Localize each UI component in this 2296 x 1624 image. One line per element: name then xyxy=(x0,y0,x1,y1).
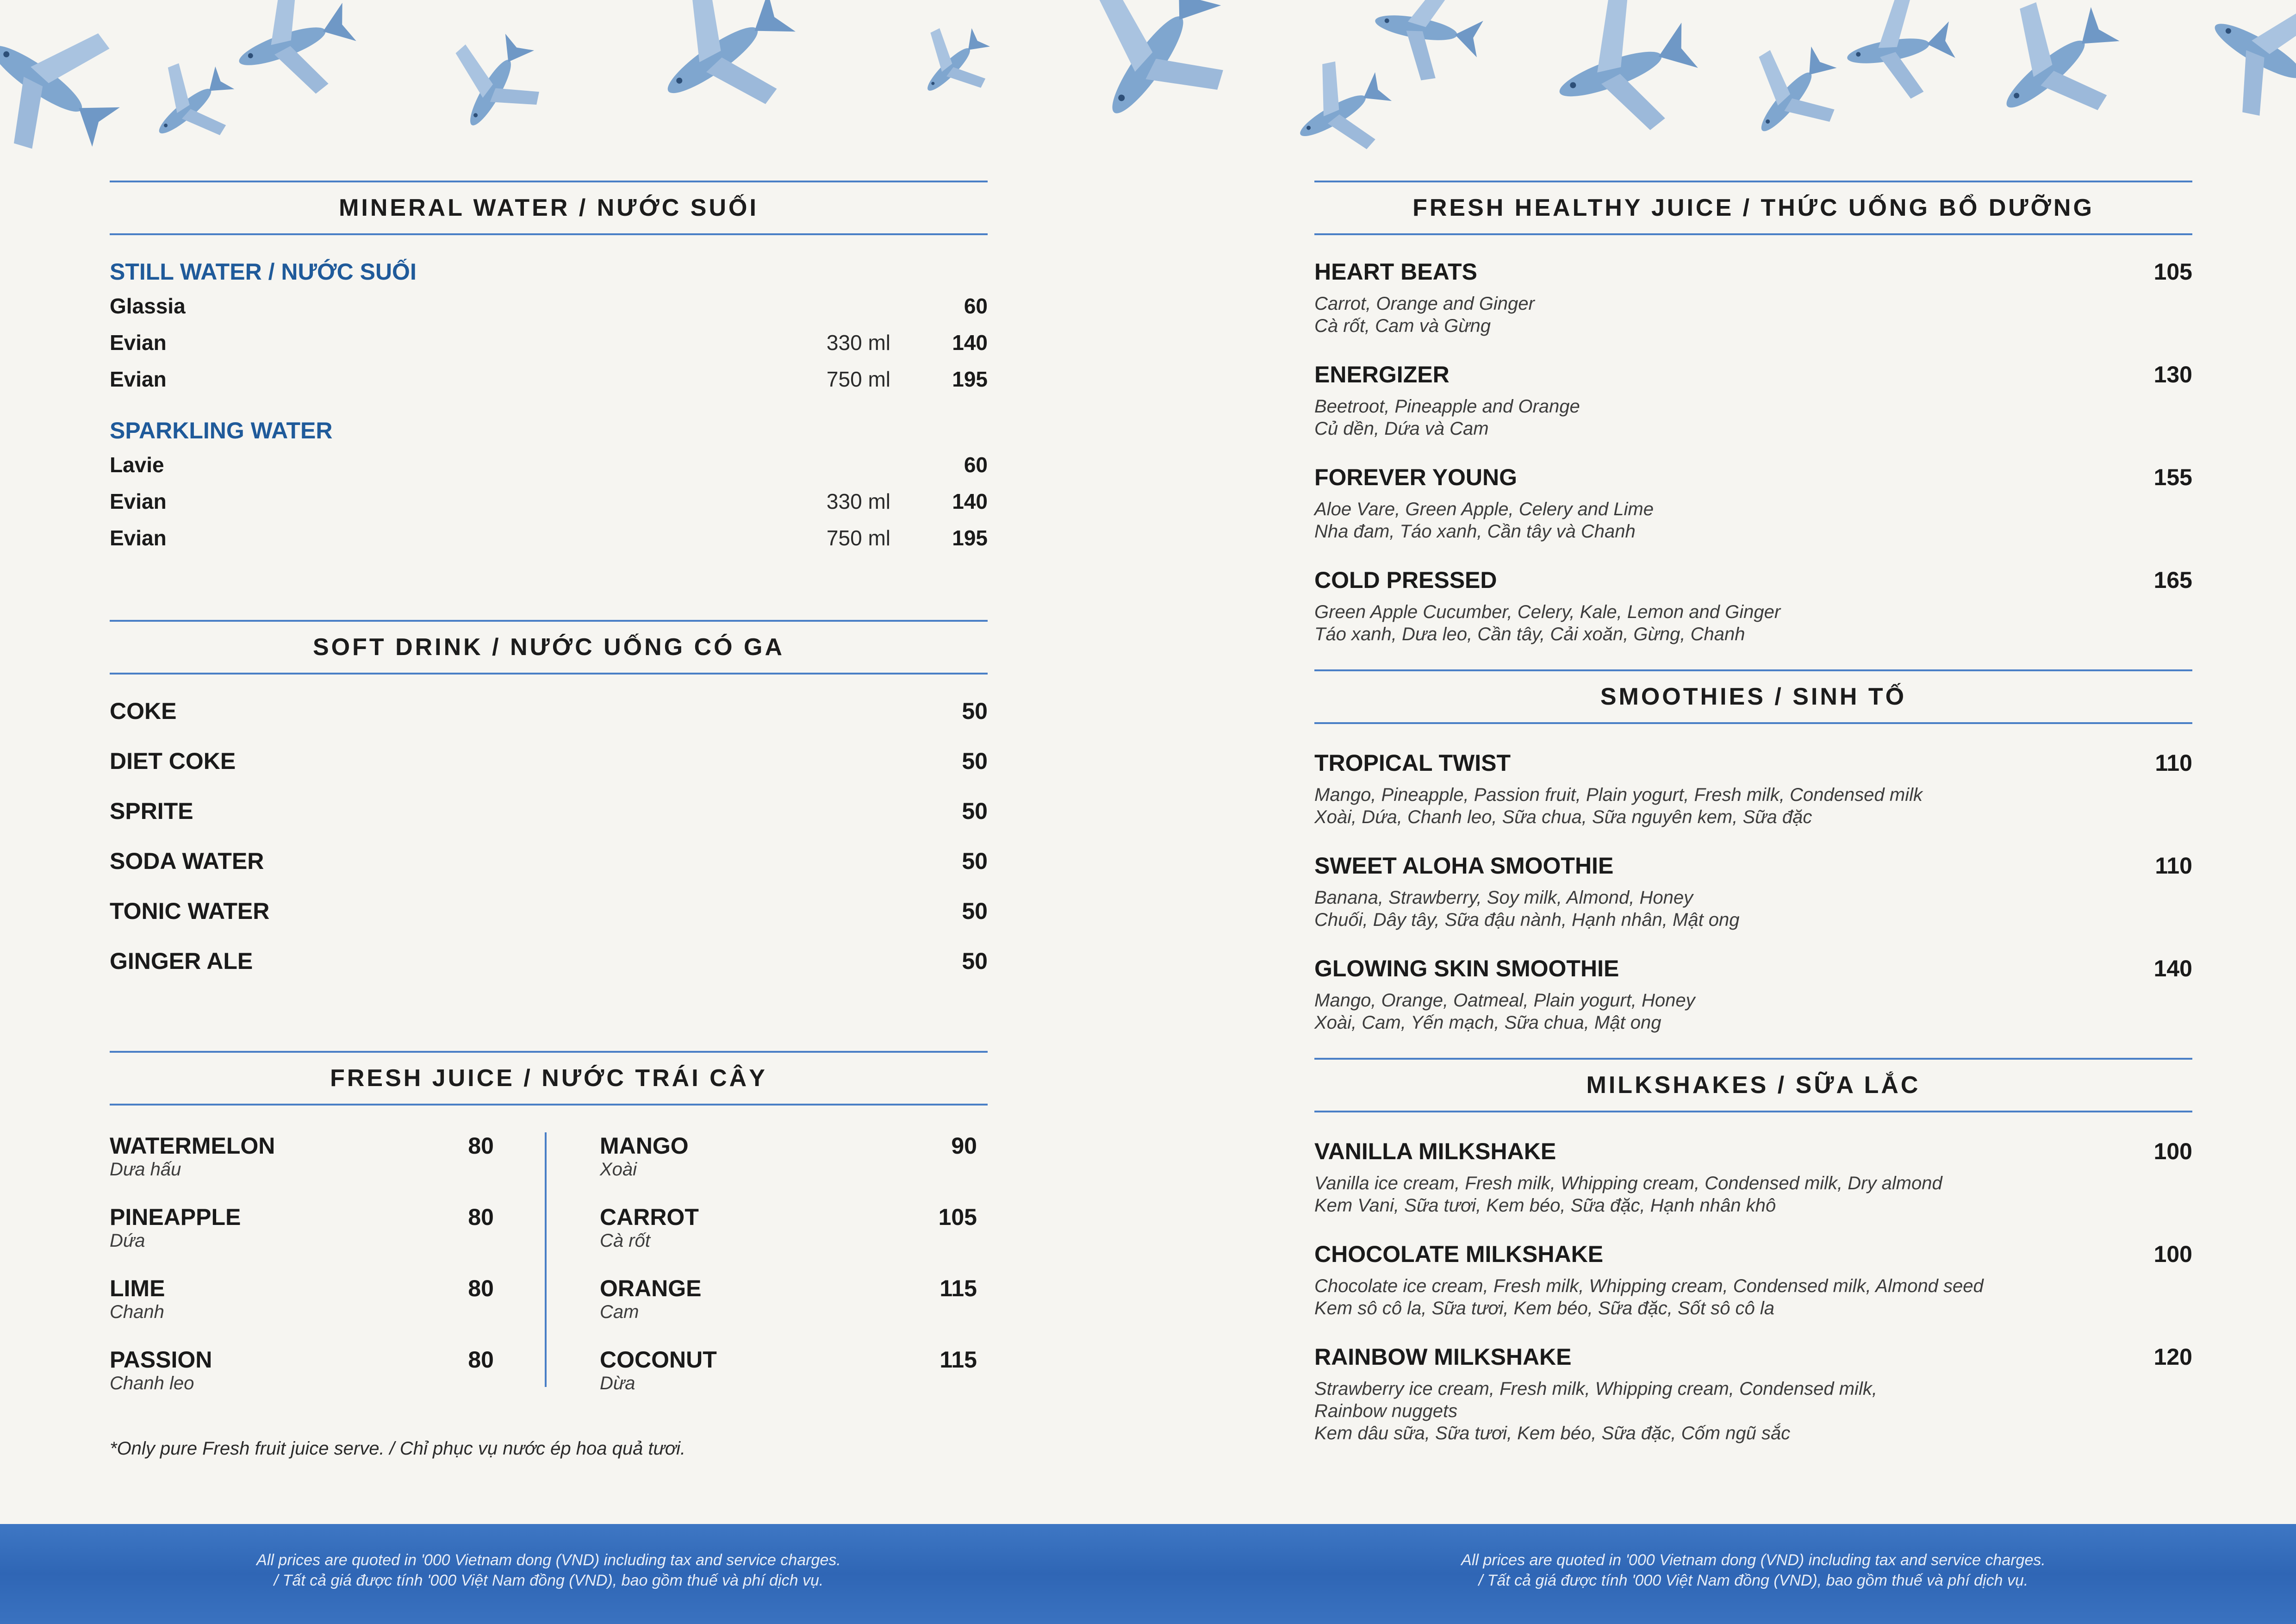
fish-icon xyxy=(2184,0,2296,143)
footer-band xyxy=(0,1524,2296,1624)
section-title-mineral: MINERAL WATER / NƯỚC SUỐI xyxy=(110,181,988,235)
juice-column-2 xyxy=(600,1132,977,1418)
list-item: HEART BEATS 105 Carrot, Orange and Ginger Cà rốt, Cam và Gừng xyxy=(1314,259,2192,336)
list-item: Evian 330 ml 140 xyxy=(110,331,988,355)
list-item: GINGER ALE 50 xyxy=(110,948,988,974)
healthy-juice-list xyxy=(1314,258,2192,645)
fish-icon xyxy=(1535,0,1712,155)
flying-fish-illustration xyxy=(0,0,2296,176)
fish-icon xyxy=(429,17,560,148)
smoothies-list xyxy=(1314,750,2192,1034)
list-item: COLD PRESSED 165 Green Apple Cucumber, Celery, Kale, Lemon and Ginger Táo xanh, Dưa leo, Cần tây, Cải xoăn, Gừng, Chanh xyxy=(1314,567,2192,644)
list-item: Evian 750 ml 195 xyxy=(110,526,988,550)
footer-note-left: All prices are quoted in '000 Vietnam dong (VND) including tax and service charges. / Tất cả giá được tính '000 Việt Nam đồng (VND), bao gồm thuế và phí dịch vụ. xyxy=(256,1551,841,1589)
list-item: MANGO 90 Xoài xyxy=(600,1133,977,1180)
fish-icon xyxy=(218,0,368,115)
list-item: RAINBOW MILKSHAKE 120 Strawberry ice cream, Fresh milk, Whipping cream, Condensed milk, Rainbow nuggets Kem dâu sữa, Sữa tươi, Kem béo, Sữa đặc, Cốm ngũ sắc xyxy=(1314,1344,2192,1443)
list-item: FOREVER YOUNG 155 Aloe Vare, Green Apple, Celery and Lime Nha đam, Táo xanh, Cần tây và Chanh xyxy=(1314,464,2192,542)
fish-icon xyxy=(131,44,251,163)
list-item: TONIC WATER 50 xyxy=(110,898,988,924)
juice-note: *Only pure Fresh fruit juice serve. / Chỉ phục vụ nước ép hoa quả tươi. xyxy=(110,1438,686,1459)
list-item: ENERGIZER 130 Beetroot, Pineapple and Orange Củ dền, Dứa và Cam xyxy=(1314,362,2192,439)
fish-icon xyxy=(1965,0,2145,153)
list-item: COKE 50 xyxy=(110,698,988,724)
list-item: SPRITE 50 xyxy=(110,798,988,824)
list-item: Lavie 60 xyxy=(110,453,988,477)
fish-icon xyxy=(1051,0,1258,154)
fish-icon xyxy=(1276,43,1406,174)
fish-icon xyxy=(901,10,1006,115)
fish-icon xyxy=(1838,0,1961,108)
list-item: ORANGE 115 Cam xyxy=(600,1275,977,1322)
list-item: PINEAPPLE 80 Dứa xyxy=(110,1204,494,1251)
sparkling-water-list xyxy=(110,452,988,562)
list-item: LIME 80 Chanh xyxy=(110,1275,494,1322)
list-item: SWEET ALOHA SMOOTHIE 110 Banana, Strawberry, Soy milk, Almond, Honey Chuối, Dây tây, Sữa đậu nành, Hạnh nhân, Mật ong xyxy=(1314,853,2192,930)
section-title-fresh-juice: FRESH JUICE / NƯỚC TRÁI CÂY xyxy=(110,1051,988,1106)
list-item: VANILLA MILKSHAKE 100 Vanilla ice cream, Fresh milk, Whipping cream, Condensed milk, Dry almond Kem Vani, Sữa tươi, Kem béo, Sữa đặc, Hạnh nhân khô xyxy=(1314,1138,2192,1216)
list-item: Glassia 60 xyxy=(110,294,988,318)
right-page xyxy=(1314,181,2192,1468)
subsection-title-sparkling: SPARKLING WATER xyxy=(110,418,333,443)
section-title-smoothies: SMOOTHIES / SINH TỐ xyxy=(1314,669,2192,724)
soft-drink-list xyxy=(110,698,988,998)
fish-icon xyxy=(0,0,148,176)
fish-icon xyxy=(627,0,820,145)
list-item: CARROT 105 Cà rốt xyxy=(600,1204,977,1251)
footer-note-right: All prices are quoted in '000 Vietnam dong (VND) including tax and service charges. / Tất cả giá được tính '000 Việt Nam đồng (VND), bao gồm thuế và phí dịch vụ. xyxy=(1461,1551,2046,1589)
list-item: TROPICAL TWIST 110 Mango, Pineapple, Passion fruit, Plain yogurt, Fresh milk, Condensed milk Xoài, Dứa, Chanh leo, Sữa chua, Sữa nguyên kem, Sữa đặc xyxy=(1314,750,2192,827)
list-item: Evian 330 ml 140 xyxy=(110,489,988,513)
fresh-juice-grid xyxy=(110,1132,988,1418)
milkshakes-list xyxy=(1314,1138,2192,1444)
fish-icon xyxy=(1366,0,1489,89)
section-title-soft-drink: SOFT DRINK / NƯỚC UỐNG CÓ GA xyxy=(110,620,988,675)
list-item: WATERMELON 80 Dưa hấu xyxy=(110,1133,494,1180)
list-item: Evian 750 ml 195 xyxy=(110,367,988,391)
column-divider xyxy=(545,1132,547,1387)
left-page xyxy=(110,181,988,1459)
list-item: COCONUT 115 Dừa xyxy=(600,1347,977,1393)
juice-column-1 xyxy=(110,1132,494,1418)
list-item: DIET COKE 50 xyxy=(110,748,988,774)
list-item: CHOCOLATE MILKSHAKE 100 Chocolate ice cream, Fresh milk, Whipping cream, Condensed milk, Almond seed Kem sô cô la, Sữa tươi, Kem béo, Sữa đặc, Sốt sô cô la xyxy=(1314,1241,2192,1318)
section-title-milkshakes: MILKSHAKES / SỮA LẮC xyxy=(1314,1058,2192,1112)
subsection-title-still: STILL WATER / NƯỚC SUỐI xyxy=(110,259,417,285)
list-item: PASSION 80 Chanh leo xyxy=(110,1347,494,1393)
fish-icon xyxy=(1724,25,1859,160)
list-item: SODA WATER 50 xyxy=(110,848,988,874)
list-item: GLOWING SKIN SMOOTHIE 140 Mango, Orange, Oatmeal, Plain yogurt, Honey Xoài, Cam, Yến mạch, Sữa chua, Mật ong xyxy=(1314,956,2192,1033)
section-title-healthy-juice: FRESH HEALTHY JUICE / THỨC UỐNG BỔ DƯỠNG xyxy=(1314,181,2192,235)
still-water-list xyxy=(110,294,988,403)
